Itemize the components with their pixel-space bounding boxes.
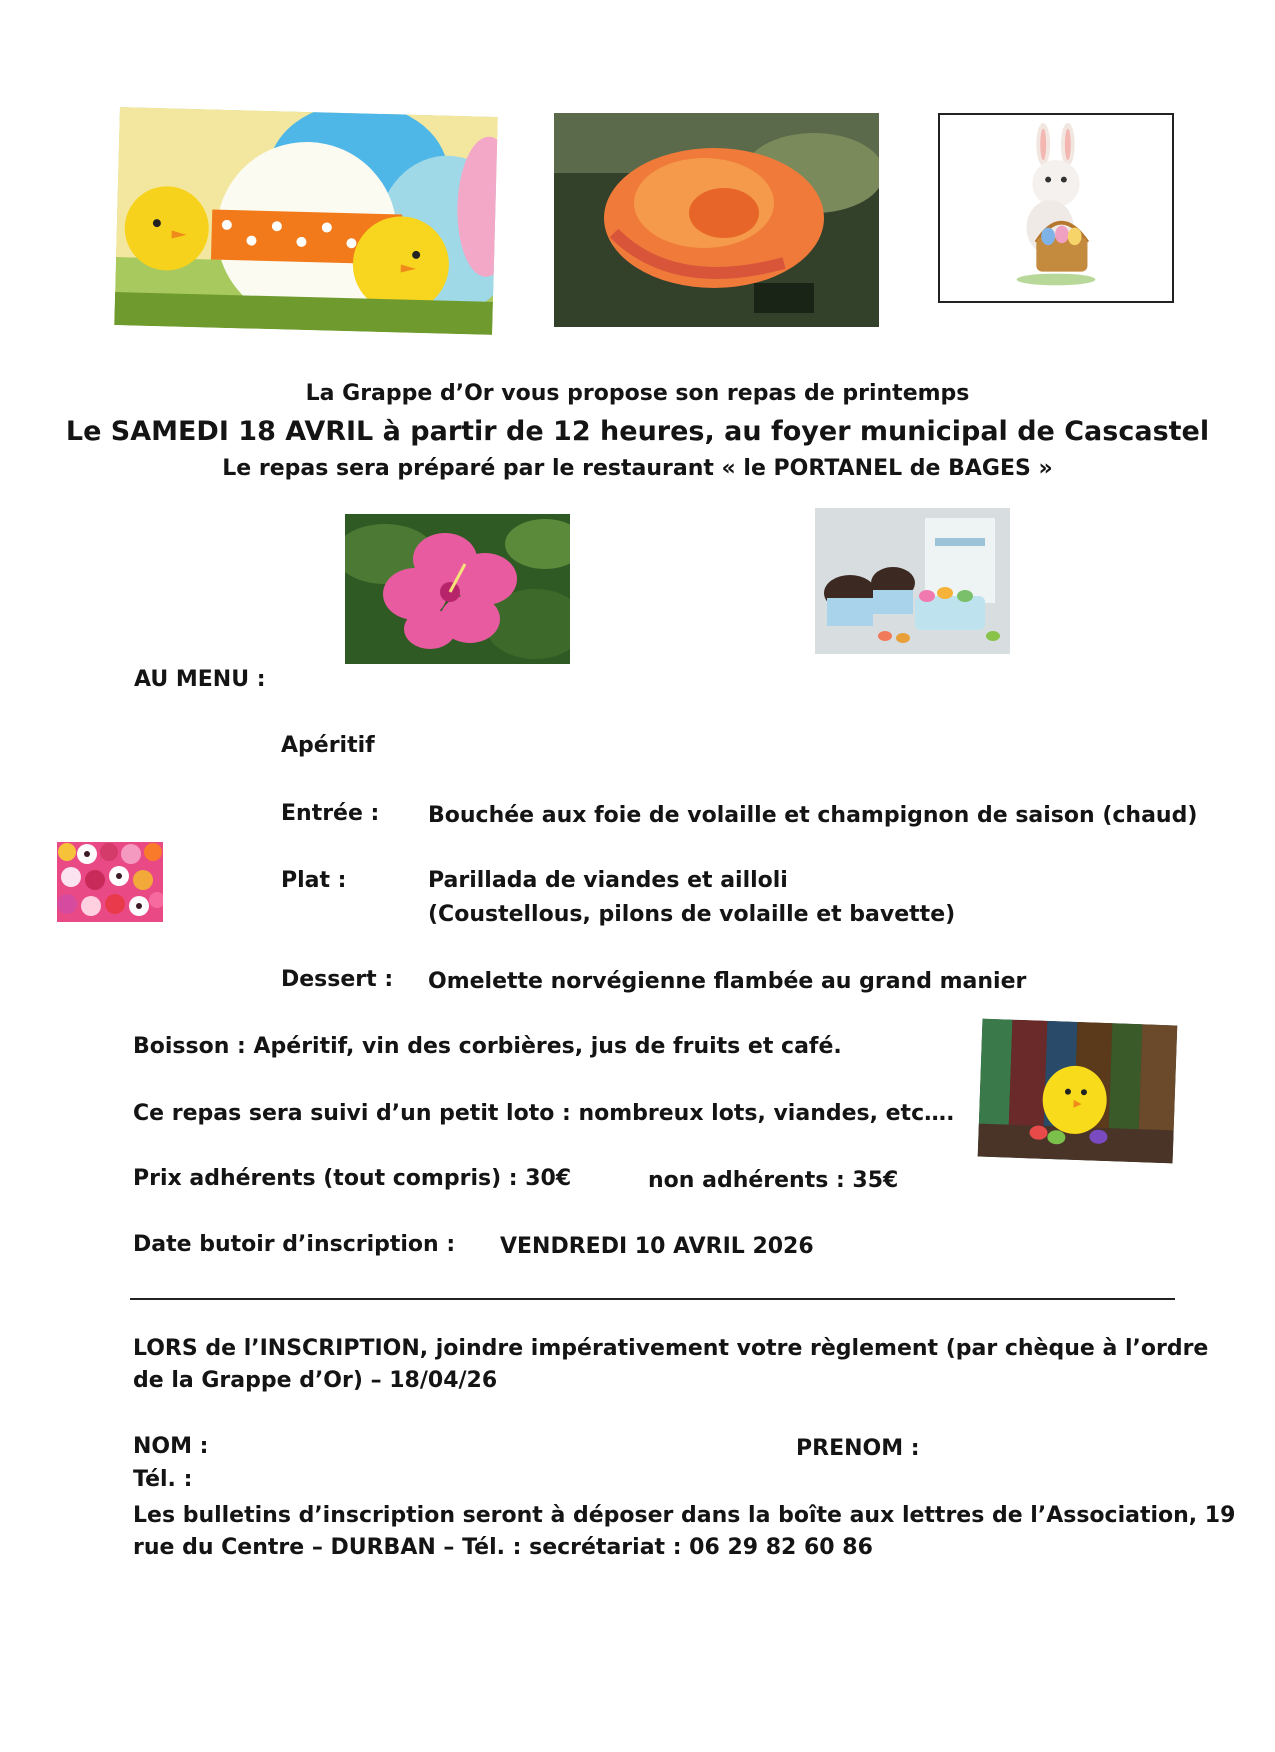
- tel-label: Tél. :: [133, 1467, 193, 1492]
- rose-image: [554, 113, 879, 327]
- easter-eggs-image: [114, 107, 498, 335]
- flowers-image: [57, 842, 163, 922]
- nom-label: NOM :: [133, 1434, 209, 1459]
- header-line-3: Le repas sera préparé par le restaurant « le PORTANEL de BAGES »: [222, 456, 1053, 481]
- loto-text: Ce repas sera suivi d’un petit loto : nombreux lots, viandes, etc….: [133, 1101, 955, 1126]
- menu-label-plat: Plat :: [281, 868, 347, 893]
- bulletins-line-2: rue du Centre – DURBAN – Tél. : secrétariat : 06 29 82 60 86: [133, 1535, 873, 1560]
- menu-value-plat-detail: (Coustellous, pilons de volaille et bavette): [428, 902, 956, 927]
- menu-label-aperitif: Apéritif: [281, 733, 375, 758]
- menu-label-entree: Entrée :: [281, 801, 380, 826]
- chick-image: [978, 1019, 1178, 1164]
- menu-label-dessert: Dessert :: [281, 967, 394, 992]
- menu-value-entree: Bouchée aux foie de volaille et champignon de saison (chaud): [428, 803, 1198, 828]
- separator-line: [130, 1298, 1175, 1300]
- bunny-image: [938, 113, 1174, 303]
- menu-title: AU MENU :: [134, 667, 266, 692]
- date-butoir-label: Date butoir d’inscription :: [133, 1232, 456, 1257]
- menu-value-dessert: Omelette norvégienne flambée au grand manier: [428, 969, 1027, 994]
- date-butoir-value: VENDREDI 10 AVRIL 2026: [500, 1234, 814, 1259]
- header-line-2: Le SAMEDI 18 AVRIL à partir de 12 heures, au foyer municipal de Cascastel: [65, 416, 1210, 447]
- header-line-1: La Grappe d’Or vous propose son repas de printemps: [305, 381, 970, 406]
- menu-value-plat: Parillada de viandes et ailloli: [428, 868, 788, 893]
- prix-non-adherents: non adhérents : 35€: [648, 1168, 899, 1193]
- cupcakes-image: [815, 508, 1010, 654]
- prix-adherents: Prix adhérents (tout compris) : 30€: [133, 1166, 572, 1191]
- prenom-label: PRENOM :: [796, 1436, 920, 1461]
- hibiscus-image: [345, 514, 570, 664]
- inscription-line-2: de la Grappe d’Or) – 18/04/26: [133, 1368, 498, 1393]
- boisson-text: Boisson : Apéritif, vin des corbières, jus de fruits et café.: [133, 1034, 842, 1059]
- bulletins-line-1: Les bulletins d’inscription seront à déposer dans la boîte aux lettres de l’Association, 19: [133, 1503, 1236, 1528]
- inscription-line-1: LORS de l’INSCRIPTION, joindre impérativement votre règlement (par chèque à l’ordre: [133, 1336, 1209, 1361]
